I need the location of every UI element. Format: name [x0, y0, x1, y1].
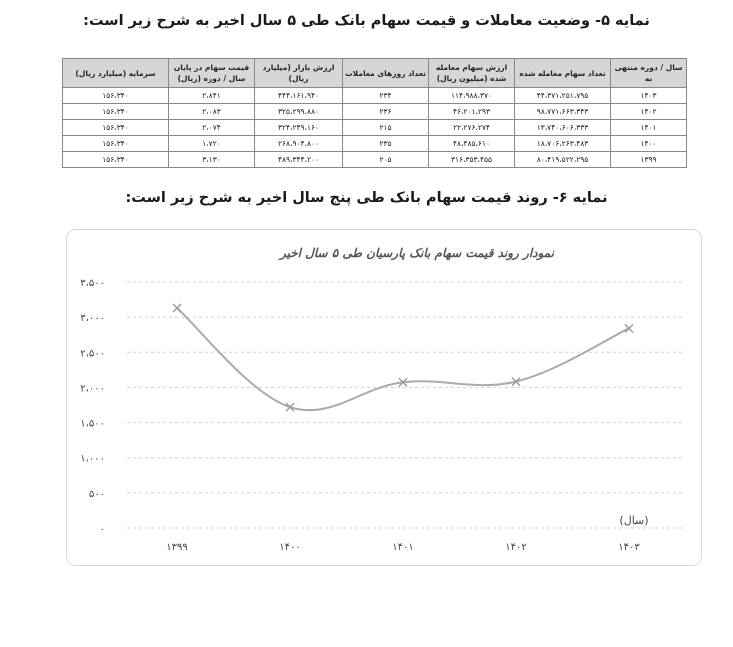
header-end-price: قیمت سهام در پایان سال / دوره (ریال) [169, 59, 255, 88]
table-row [63, 104, 687, 120]
y-tick-label: ۳،۵۰۰ [80, 278, 105, 289]
header-traded-value: ارزش سهام معامله شده (میلیون ریال) [429, 59, 515, 88]
chart-section-title: نمایه ۶- روند قیمت سهام بانک طی پنج سال اخیر به شرح زیر است: [125, 190, 608, 206]
cell-shares-traded: ۸۰،۴۱۹،۵۲۲،۲۹۵ [515, 152, 611, 168]
cell-traded-value: ۴۸،۴۸۵،۶۱۰ [429, 136, 515, 152]
y-tick-label: ۰ [99, 524, 105, 535]
cell-end-price: ۲،۸۴۱ [169, 88, 255, 104]
x-tick-label: ۱۴۰۱ [392, 542, 414, 553]
cell-year: ۱۴۰۲ [611, 104, 687, 120]
y-tick-label: ۲،۵۰۰ [80, 348, 105, 360]
cell-traded-value: ۴۶،۲۰۱،۲۹۳ [429, 104, 515, 120]
cell-year: ۱۴۰۳ [611, 88, 687, 104]
table-row [63, 152, 687, 168]
cell-market-value: ۴۸۹،۳۴۴،۲۰۰ [255, 152, 343, 168]
header-trading-days: تعداد روزهای معاملات [343, 59, 429, 88]
chart-title: نمودار روند قیمت سهام بانک پارسیان طی ۵ سال اخیر [280, 246, 554, 260]
header-market-value: ارزش بازار (میلیارد ریال) [255, 59, 343, 88]
header-shares-traded: تعداد سهام معامله شده [515, 59, 611, 88]
table-row [63, 120, 687, 136]
chart-panel [66, 229, 702, 566]
cell-shares-traded: ۱۳،۷۴۰،۶۰۶،۳۳۳ [515, 120, 611, 136]
cell-shares-traded: ۱۸،۷۰۶،۲۶۳،۴۸۳ [515, 136, 611, 152]
cell-market-value: ۲۶۸،۹۰۴،۸۰۰ [255, 136, 343, 152]
table-header-row [63, 59, 687, 88]
y-tick-label: ۵۰۰ [88, 488, 105, 500]
cell-shares-traded: ۹۸،۷۷۱،۶۶۳،۳۴۳ [515, 104, 611, 120]
x-tick-label: ۱۴۰۳ [618, 542, 640, 553]
cell-market-value: ۴۴۴،۱۶۱،۹۴۰ [255, 88, 343, 104]
series-line-price [177, 308, 629, 410]
data-point-marker [625, 324, 633, 332]
data-point-marker [173, 304, 181, 312]
cell-trading-days: ۲۱۵ [343, 120, 429, 136]
header-capital: سرمایه (میلیارد ریال) [63, 59, 169, 88]
cell-year: ۱۳۹۹ [611, 152, 687, 168]
price-trend-chart [67, 230, 701, 565]
cell-trading-days: ۲۳۴ [343, 88, 429, 104]
cell-market-value: ۳۲۴،۲۴۹،۱۶۰ [255, 120, 343, 136]
cell-end-price: ۲،۰۸۳ [169, 104, 255, 120]
x-tick-label: ۱۳۹۹ [166, 542, 188, 553]
cell-end-price: ۲،۰۷۴ [169, 120, 255, 136]
cell-market-value: ۳۲۵،۲۹۹،۸۸۰ [255, 104, 343, 120]
trading-table [62, 58, 687, 168]
y-tick-label: ۱،۰۰۰ [80, 453, 105, 465]
x-tick-label: ۱۴۰۲ [505, 542, 527, 553]
cell-year: ۱۴۰۰ [611, 136, 687, 152]
cell-capital: ۱۵۶،۳۴۰ [63, 136, 169, 152]
y-tick-label: ۳،۰۰۰ [80, 313, 105, 325]
x-axis-label: (سال) [619, 514, 649, 527]
cell-end-price: ۳،۱۳۰ [169, 152, 255, 168]
cell-capital: ۱۵۶،۳۴۰ [63, 120, 169, 136]
cell-end-price: ۱،۷۲۰ [169, 136, 255, 152]
cell-traded-value: ۱۱۴،۹۸۸،۳۷۰ [429, 88, 515, 104]
cell-trading-days: ۲۰۵ [343, 152, 429, 168]
cell-trading-days: ۲۳۶ [343, 104, 429, 120]
table-row [63, 136, 687, 152]
cell-shares-traded: ۴۴،۳۷۱،۲۵۱،۷۹۵ [515, 88, 611, 104]
cell-traded-value: ۳۱۶،۳۵۳،۴۵۵ [429, 152, 515, 168]
table-row [63, 88, 687, 104]
y-tick-label: ۱،۵۰۰ [80, 418, 105, 430]
cell-capital: ۱۵۶،۳۴۰ [63, 88, 169, 104]
cell-year: ۱۴۰۱ [611, 120, 687, 136]
cell-capital: ۱۵۶،۳۴۰ [63, 104, 169, 120]
y-tick-label: ۲،۰۰۰ [80, 383, 105, 395]
cell-traded-value: ۲۲،۲۷۶،۲۷۴ [429, 120, 515, 136]
cell-capital: ۱۵۶،۳۴۰ [63, 152, 169, 168]
x-tick-label: ۱۴۰۰ [279, 542, 301, 553]
cell-trading-days: ۲۳۵ [343, 136, 429, 152]
table-section-title: نمایه ۵- وضعیت معاملات و قیمت سهام بانک طی ۵ سال اخیر به شرح زیر است: [83, 13, 650, 29]
header-year: سال / دوره منتهی به [611, 59, 687, 88]
